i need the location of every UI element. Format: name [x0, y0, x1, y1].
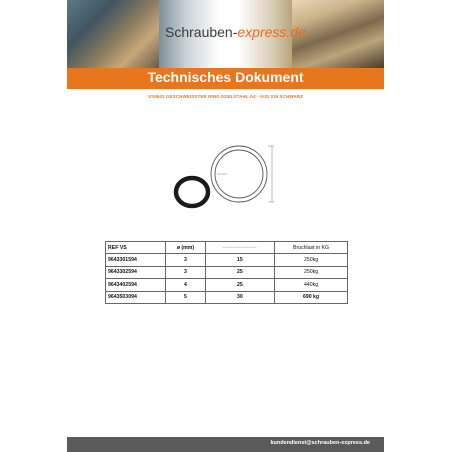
ring-drawing — [67, 140, 384, 220]
table-row — [106, 291, 348, 303]
cell-size: 15 — [205, 254, 274, 266]
cell-ref: 9643302594 — [106, 266, 166, 278]
cell-size: 30 — [205, 291, 274, 303]
header-size — [205, 242, 274, 254]
table-row — [106, 254, 348, 266]
header-diameter: ø (mm) — [166, 242, 206, 254]
cell-ref: 9643503094 — [106, 291, 166, 303]
header-size-line — [223, 246, 257, 249]
cell-load: 250kg — [275, 266, 348, 278]
cell-ref: 9643301594 — [106, 254, 166, 266]
title-bar — [67, 68, 384, 89]
cell-load: 690 kg — [275, 291, 348, 303]
cell-diameter: 3 — [166, 254, 206, 266]
cell-ref: 9643402594 — [106, 279, 166, 291]
cell-size: 25 — [205, 279, 274, 291]
footer-bar — [67, 437, 384, 452]
header-banner — [67, 0, 384, 68]
product-subtitle: VS9642 GESCHWEISSTER RING EDELSTAHL A4 - AISI 316 SCHWARZ — [148, 94, 303, 99]
spec-table — [105, 241, 348, 304]
table-row — [106, 266, 348, 278]
cell-load: 250kg — [275, 254, 348, 266]
document-page — [67, 0, 384, 452]
table-row — [106, 279, 348, 291]
cell-diameter: 5 — [166, 291, 206, 303]
brand-name-part2: express.de — [237, 24, 306, 40]
cell-load: 440kg — [275, 279, 348, 291]
brand-logo — [165, 24, 306, 42]
cell-diameter: 3 — [166, 266, 206, 278]
header-ref: REF VS — [106, 242, 166, 254]
brand-name-part1: Schrauben- — [165, 24, 238, 40]
contact-email-link[interactable]: kundendienst@schrauben-express.de — [270, 440, 370, 446]
black-ring-image — [176, 178, 208, 206]
cell-size: 25 — [205, 266, 274, 278]
table-header-row — [106, 242, 348, 254]
cell-diameter: 4 — [166, 279, 206, 291]
page-title: Technisches Dokument — [147, 69, 304, 85]
tools-photo — [67, 0, 159, 68]
header-load: Bruchlast in KG — [275, 242, 348, 254]
